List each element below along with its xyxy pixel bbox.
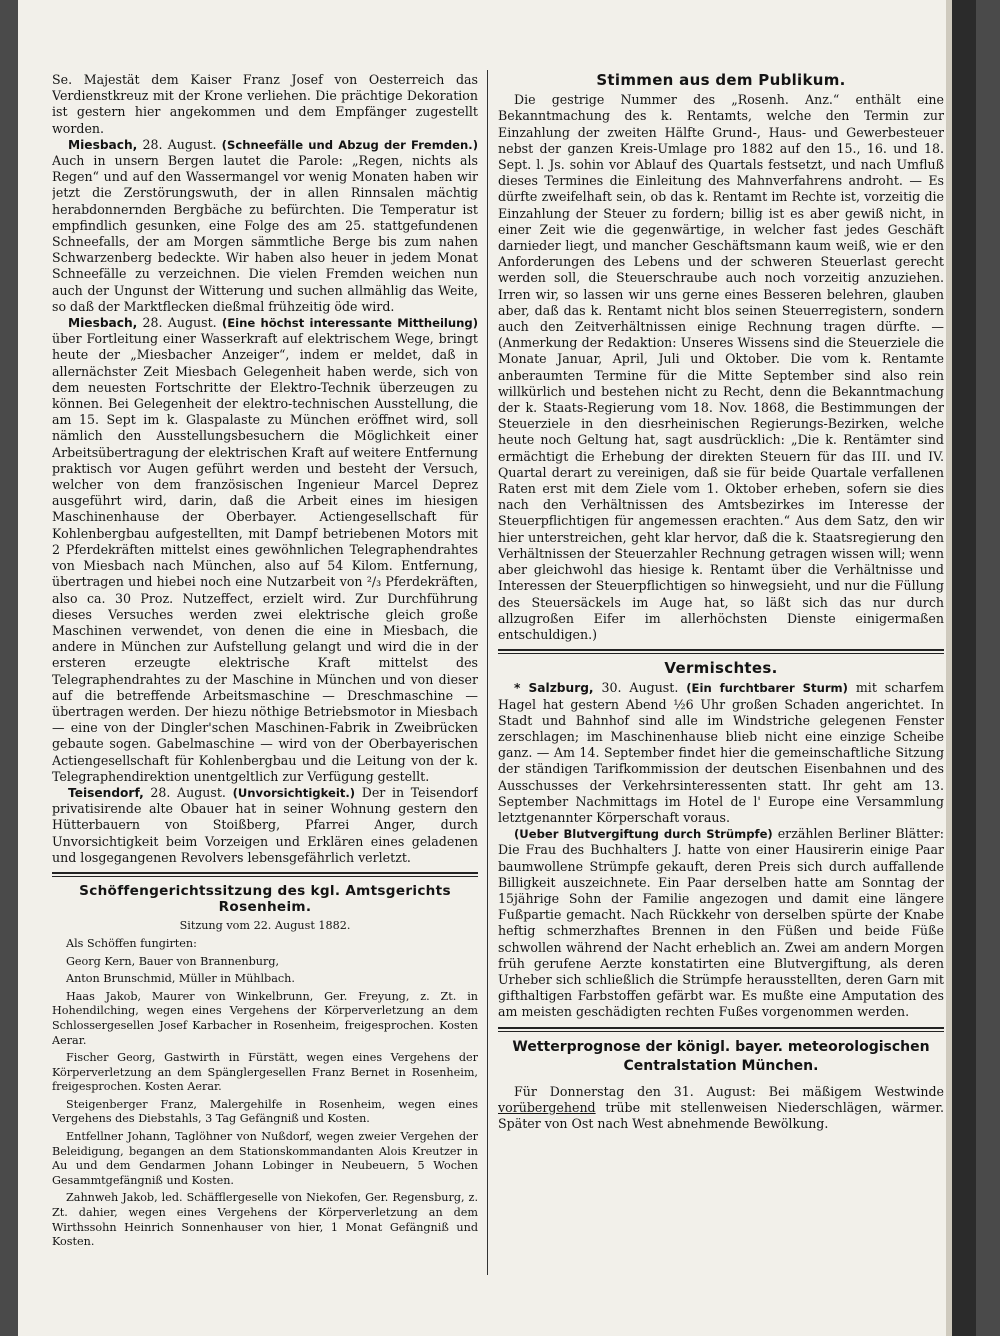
section-rule xyxy=(498,1027,944,1032)
section-rule xyxy=(52,872,478,877)
article-place: Miesbach, xyxy=(68,316,138,331)
article-body: über Fortleitung einer Wasserkraft auf elektrischem Wege, bringt heute der „Miesbacher Anzeiger“, indem er meldet, daß in allernächster Zeit Miesbach Gelegenheit haben werde, sich von dem neuesten Fortschritte der Elektro-Technik überzeugen zu können. Bei Gelegenheit der elektro-technischen Ausstellung, die am 15. Sept im k. Glaspalaste zu München eröffnet wird, soll nämlich den Ausstellungsbesuchern die Möglichkeit einer Arbeitsübertragung der elektrischen Kraft auf weitere Entfernung praktisch vor Augen geführt werden und besteht der Versuch, welcher von dem französischen Ingenieur Marcel Deprez ausgeführt wird, darin, daß die Arbeit eines im hiesigen Maschinenhause der Oberbayer. Actiengesellschaft für Kohlenbergbau aufgestellten, mit Dampf betriebenen Motors mit 2 Pferdekräften mittelst eines gewöhnlichen Telegraphendrahtes von Miesbach nach München, also auf 54 Kilom. Entfernung, übertragen und hiebei noch eine Nutzarbeit von ²/₃ Pferdekräften, also ca. 30 Proz. Nutzeffect, erzielt wird. Zur Durchführung dieses Versuches werden zwei elektrische gleich große Maschinen verwendet, von denen die eine in Miesbach, die andere in München zur Aufstellung gelangt und wird die in der ersteren erzeugte elektrische Kraft mittelst des Telegraphendrahtes zu der Maschine in München und von dieser auf die betreffende Arbeitsmaschine — Dreschmaschine — übertragen werden. Der hiezu nöthige Betriebsmotor in Miesbach — eine von der Dingler'schen Maschinen-Fabrik in Zweibrücken gebaute sogen. Gabelmaschine — wird von der Oberbayerischen Actiengesellschaft für Kohlenbergbau und die Leitung von der k. Telegraphendirektion unentgeltlich zur Verfügung gestellt. xyxy=(52,331,478,784)
court-schoeffen-label: Als Schöffen fungirten: xyxy=(66,936,197,950)
weather-forecast-title xyxy=(498,1038,944,1076)
article-place: Miesbach, xyxy=(68,137,138,152)
article-teisendorf xyxy=(52,785,478,866)
weather-text: Für Donnerstag den 31. August: Bei mäßigem Westwinde xyxy=(514,1083,944,1099)
stimmen-section-title: Stimmen aus dem Publikum. xyxy=(596,72,846,89)
article-body: Der in Teisendorf privatisirende alte Obauer hat in seiner Wohnung gestern den Hütterbauern von Stoißberg, Pfarrei Anger, durch Unvorsichtigkeit beim Vorzeigen und Erklären eines geladenen und losgegangenen Revolvers lebensgefährlich verletzt. xyxy=(52,784,478,865)
article-date: 28. August. xyxy=(142,136,217,152)
article-miesbach-electric xyxy=(52,315,478,785)
article-miesbach-snow xyxy=(52,137,478,315)
weather-title-line: Centralstation München. xyxy=(623,1057,819,1074)
article-headline: (Ueber Blutvergiftung durch Strümpfe) xyxy=(514,827,773,842)
right-column xyxy=(498,72,944,1322)
section-rule xyxy=(498,649,944,654)
court-schoeffe: Georg Kern, Bauer von Brannenburg, xyxy=(66,954,280,968)
binding-spine xyxy=(952,0,976,1336)
column-divider xyxy=(487,70,488,1275)
court-case: Entfellner Johann, Taglöhner von Nußdorf, wegen zweier Vergehen der Beleidigung, begangen an dem Stationskommandanten Alois Kreutzer in Au und dem Gendarmen Johann Lobinger in Neubeuern, 5 Wochen Gesammtgefängniß und Kosten. xyxy=(52,1130,478,1187)
article-salzburg xyxy=(498,680,944,826)
article-headline: (Eine höchst interessante Mittheilung) xyxy=(221,316,478,331)
article-headline: (Schneefälle und Abzug der Fremden.) xyxy=(221,137,478,152)
newspaper-page xyxy=(18,0,976,1336)
court-case: Zahnweh Jakob, led. Schäfflergeselle von Niekofen, Ger. Regensburg, z. Zt. dahier, wegen eines Vergehens der Körperverletzung an dem Wirthssohn Heinrich Sonnenhauser von hier, 1 Monat Gefängniß und Kosten. xyxy=(52,1191,478,1249)
left-column xyxy=(52,72,478,1322)
article-body: erzählen Berliner Blätter: Die Frau des Buchhalters J. hatte von einer Hausirerin einige Paar baumwollene Strümpfe gekauft, deren Preis sich durch auffallende Billigkeit auszeichnete. Ein Paar derselben hatte am Sonntag der 15jährige Sohn der Familie angezogen und damit eine längere Fußpartie gemacht. Nach Rückkehr von derselben spürte der Knabe heftig schmerzhaftes Brennen in den Füßen und beide Füße schwollen während der Nacht erheblich an. Zwei am andern Morgen früh gerufene Aerzte konstatirten eine Blutvergiftung, als deren Urheber sich schließlich die Strümpfe herausstellten, deren Garn mit gifthaltigen Farbstoffen gefärbt war. Es mußte eine Amputation des am meisten geschädigten rechten Fußes vorgenommen werden. xyxy=(498,826,944,1020)
court-schoeffe: Anton Brunschmid, Müller in Mühlbach. xyxy=(66,972,295,986)
vermischtes-section-title: Vermischtes. xyxy=(664,659,778,678)
weather-title-line: Wetterprognose der königl. bayer. meteorologischen xyxy=(512,1038,930,1055)
court-case: Fischer Georg, Gastwirth in Fürstätt, wegen eines Vergehens der Körperverletzung an dem Spänglergesellen Franz Bernet in Rosenheim, freigesprochen. Kosten Aerar. xyxy=(52,1051,478,1094)
article-date: 28. August. xyxy=(142,315,217,331)
court-session-date: Sitzung vom 22. August 1882. xyxy=(179,919,351,933)
article-place: Teisendorf, xyxy=(68,785,144,800)
court-section-title: Schöffengerichtssitzung des kgl. Amtsgerichts Rosenheim. xyxy=(79,882,451,916)
article-place: * Salzburg, xyxy=(514,681,594,696)
weather-text-underlined: vorübergehend xyxy=(498,1099,596,1115)
article-blutvergiftung xyxy=(498,826,944,1020)
court-case: Haas Jakob, Maurer von Winkelbrunn, Ger. Freyung, z. Zt. in Hohendilching, wegen eines Vergehens der Körperverletzung an dem Schlossergesellen Josef Karbacher in Rosenheim, freigesprochen. Kosten Aerar. xyxy=(52,989,478,1047)
article-body: Auch in unsern Bergen lautet die Parole: „Regen, nichts als Regen“ und auf den Wassermangel vor wenig Monaten haben wir jetzt die Zerstörungswuth, der in allen Rinnsalen mächtig herabdonnernden Bergbäche zu befürchten. Die Temperatur ist empfindlich gesunken, eine Folge des am 25. stattgefundenen Schneefalls, der am Morgen sämmtliche Berge bis zum nahen Schwarzenberg bedeckte. Wir haben also heuer in jedem Monat Schneefälle zu verzeichnen. Die vielen Fremden weichen nun auch der Ungunst der Witterung und suchen allmählig das Weite, so daß der Marktflecken dießmal frühzeitig öde wird. xyxy=(52,153,478,314)
article-date: 30. August. xyxy=(601,680,679,696)
stimmen-body: Die gestrige Nummer des „Rosenh. Anz.“ enthält eine Bekanntmachung des k. Rentamts, welche den Termin zur Einzahlung der zweiten Hälfte Grund-, Haus- und Gewerbesteuer nebst der ganzen Kreis-Umlage pro 1882 auf den 15., 16. und 18. Sept. l. Js. sohin vor Ablauf des Quartals festsetzt, und nach Umfluß dieses Termines die Einleitung des Mahnverfahrens androht. — Es dürfte zweifelhaft sein, ob das k. Rentamt im Rechte ist, vorzeitig die Einzahlung der Steuer zu fordern; billig ist es aber gewiß nicht, in einer Zeit wie die gegenwärtige, in welcher fast jedes Geschäft darnieder liegt, und mancher Geschäftsmann kaum weiß, wie er den Anforderungen des Lebens und der schweren Steuerlast gerecht werden soll, die Steuerschraube auch noch vorzeitig anzuziehen. Irren wir, so lassen wir uns gerne eines Besseren belehren, glauben aber, daß das k. Rentamt nicht blos seinen Steuerregistern, sondern auch den Zeitverhältnissen einige Rechnung tragen dürfte. — (Anmerkung der Redaktion: Unseres Wissens sind die Steuerziele die Monate Januar, April, Juli und Oktober. Die vom k. Rentamte anberaumten Termine für die Mitte September sind also rein willkürlich und bestehen nicht zu Recht, denn die Bekanntmachung der k. Staats-Regierung vom 18. Nov. 1868, die Bestimmungen der Steuerziele in den diesrheinischen Regierungs-Bezirken, welche heute noch Geltung hat, sagt ausdrücklich: „Die k. Rentämter sind ermächtigt die Erhebung der direkten Steuern für das III. und IV. Quartal derart zu vereinigen, daß sie für beide Quartale verfallenen Raten erst mit dem Ziele vom 1. Oktober erheben, sofern sie dies nach den Verhältnissen des Amtsbezirkes im Interesse der Steuerpflichtigen für angemessen erachten.“ Aus dem Satz, den wir hier unterstreichen, geht klar hervor, daß die k. Staatsregierung den Verhältnissen der Steuerzahler Rechnung getragen wissen will; wenn aber gleichwohl das hiesige k. Rentamt über die Verhältnisse und Interessen der Steuerpflichtigen so hinwegsieht, und nur die Füllung des Steuersäckels im Auge hat, so läßt sich das nur durch allzugroßen Eifer im allerhöchsten Dienste einigermaßen entschuldigen.) xyxy=(498,92,944,642)
article-headline: (Unvorsichtigkeit.) xyxy=(232,785,356,800)
lead-paragraph: Se. Majestät dem Kaiser Franz Josef von Oesterreich das Verdienstkreuz mit der Krone verliehen. Die prächtige Dekoration ist gestern hier angekommen und dem Empfänger zugestellt worden. xyxy=(52,72,478,136)
court-section xyxy=(52,919,478,1249)
article-body: mit scharfem Hagel hat gestern Abend ½6 Uhr großen Schaden angerichtet. In Stadt und Bahnhof sind alle im Windstriche gelegenen Fenster zerschlagen; im Maschinenhause blieb nicht eine einzige Scheibe ganz. — Am 14. September findet hier die gemeinschaftliche Sitzung der ständigen Tarifkommission der deutschen Eisenbahnen und des Ausschusses der Verkehrsinteressenten statt. Ihr geht am 13. September Nachmittags im Hotel de l' Europe eine Versammlung letztgenannter Körperschaft voraus. xyxy=(498,680,944,825)
weather-forecast-body xyxy=(498,1084,944,1133)
court-case: Steigenberger Franz, Malergehilfe in Rosenheim, wegen eines Vergehens des Diebstahls, 3 Tag Gefängniß und Kosten. xyxy=(52,1097,478,1126)
article-headline: (Ein furchtbarer Sturm) xyxy=(686,681,848,696)
weather-text: trübe mit stellenweisen Niederschlägen, wärmer. Später von Ost nach West abnehmende Bewölkung. xyxy=(498,1099,944,1131)
article-date: 28. August. xyxy=(150,784,226,800)
